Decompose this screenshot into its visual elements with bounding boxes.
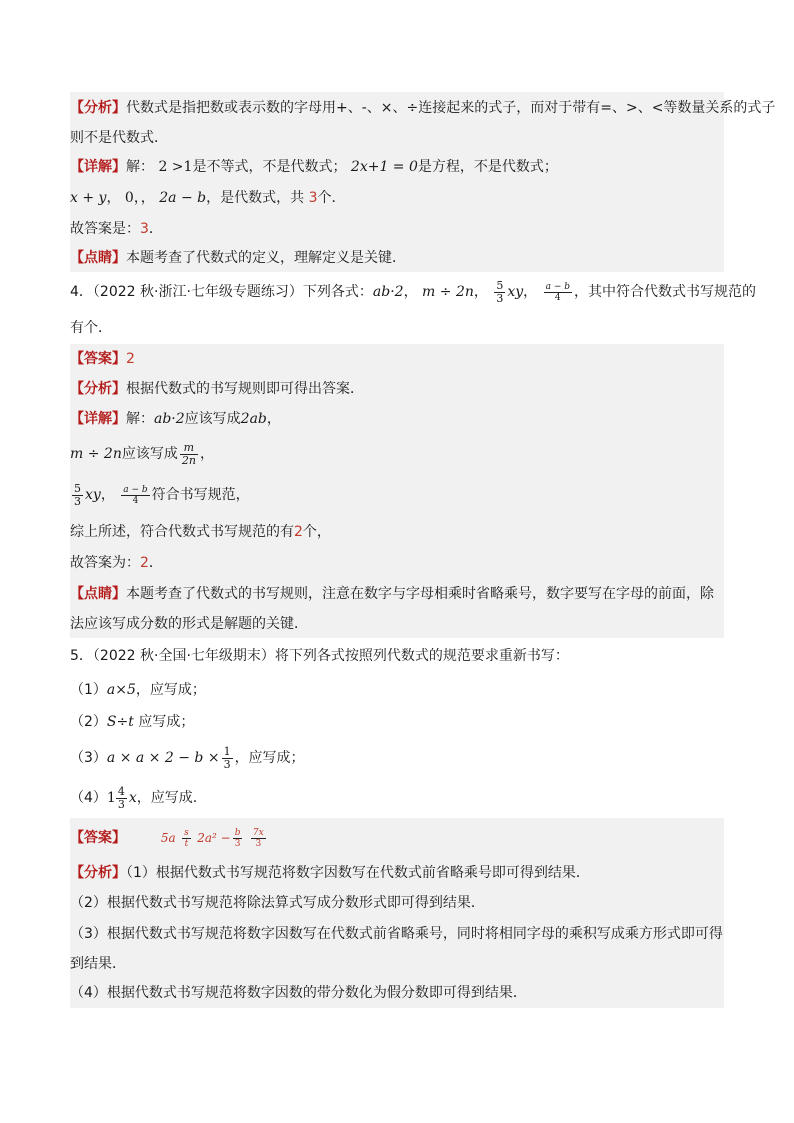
q5-analysis-line2 [70, 888, 724, 918]
point-text: 本题考查了代数式的书写规则，注意在数字与字母相乘时省略乘号，数字要写在字母的前面，除 [126, 586, 714, 602]
analysis-text: （3）根据代数式书写规范将数字因数写在代数式前省略乘号，同时将相同字母的乘积写成乘方形式即可得 [70, 926, 723, 942]
q3-answer-line [70, 214, 724, 244]
math-expression: xy [85, 487, 101, 503]
math-expression: a×5 [106, 682, 136, 698]
q5-item-4 [70, 778, 724, 818]
question-source: （2022 秋·浙江·七年级专题练习） [92, 284, 303, 300]
math-expression: S÷t [106, 714, 134, 730]
math-expression: a × a × 2 − b × [106, 750, 220, 766]
point-tag: 【点睛】 [70, 250, 126, 266]
fraction-denominator: 2n [181, 453, 196, 467]
q3-detail-line2 [70, 182, 724, 214]
fraction-denominator: 3 [496, 291, 504, 305]
question-text: ，其中符合代数式书写规范的 [573, 284, 756, 300]
punct: ， [266, 411, 281, 427]
question-text: 将下列各式按照列代数式的规范要求重新书写： [274, 648, 569, 664]
punct: ，， [133, 190, 155, 206]
point-tag: 【点睛】 [70, 586, 126, 602]
q4-final-answer-line [70, 548, 724, 578]
math-expression: 2x+1 = 0 [350, 159, 418, 175]
detail-tag: 【详解】 [70, 159, 126, 175]
answer-value: 2 [126, 351, 135, 367]
detail-text: 应该写成 [121, 446, 178, 462]
analysis-text: 则不是代数式． [70, 130, 168, 146]
q3-point-line [70, 244, 724, 272]
fraction [222, 746, 233, 771]
question-number: 4． [70, 284, 93, 300]
q4-answer-line [70, 344, 724, 374]
q5-stem [70, 638, 724, 818]
math-expression: m ÷ 2n [422, 284, 474, 300]
q5-analysis-line5 [70, 978, 724, 1008]
count-value: 2 [294, 524, 303, 540]
analysis-text: （2）根据代数式书写规范将除法算式写成分数形式即可得到结果． [70, 895, 485, 911]
punct: ． [148, 221, 163, 237]
count-value: 3 [308, 190, 318, 206]
math-expression: 0 [124, 190, 134, 206]
fraction [116, 786, 127, 811]
q5-stem-line [70, 638, 724, 674]
fraction-numerator: b [234, 827, 241, 838]
point-text: 本题考查了代数式的定义，理解定义是关键． [126, 250, 406, 266]
q5-answer-line [70, 818, 724, 858]
detail-text: 符合书写规范， [151, 487, 250, 503]
fraction-denominator: 3 [74, 494, 81, 508]
detail-text: ，是代数式，共 [206, 190, 305, 206]
fraction-numerator: a − b [123, 484, 148, 495]
fraction-denominator: 3 [223, 757, 231, 771]
q5-analysis-line1 [70, 858, 724, 888]
item-text: ，应写成； [234, 750, 305, 766]
math-expression: 2ab [240, 411, 267, 427]
answer-tag: 【答案】 [70, 351, 126, 367]
punct: ， [199, 446, 214, 462]
detail-text: 是不等式，不是代数式； [192, 159, 347, 175]
item-label: （1） [70, 682, 107, 698]
q3-detail-line [70, 152, 724, 182]
q4-point-line2 [70, 610, 724, 638]
item-text: ，应写成. [136, 790, 198, 806]
q5-item-2 [70, 706, 724, 738]
fraction-denominator: 3 [117, 797, 125, 811]
punct: ． [148, 555, 163, 571]
fraction-numerator: 4 [117, 784, 125, 798]
math-expression: ab·2 [154, 411, 185, 427]
fraction-numerator: 5 [496, 278, 504, 292]
item-text: 应写成； [133, 714, 195, 730]
math-expression: xy [507, 284, 524, 300]
math-expression: ab·2 [372, 284, 404, 300]
analysis-text: （4）根据代数式书写规范将数字因数的带分数化为假分数即可得到结果． [70, 985, 527, 1001]
point-text: 法应该写成分数的形式是解题的关键． [70, 616, 308, 632]
fraction-numerator: 7x [252, 827, 264, 838]
analysis-text: （1）根据代数式书写规范将数字因数写在代数式前省略乘号即可得到结果． [126, 865, 590, 881]
answer-tag: 【答案】 [70, 830, 126, 846]
detail-text: 是方程，不是代数式； [417, 159, 558, 175]
math-expression: m ÷ 2n [70, 446, 122, 462]
analysis-text: 根据代数式的书写规则即可得出答案． [126, 381, 364, 397]
math-expression: 2 >1 [158, 159, 193, 175]
question-text: 有个． [70, 320, 112, 336]
answer-expression: 2a² − [197, 831, 231, 845]
fraction [182, 828, 191, 849]
q3-analysis-line1 [70, 92, 776, 124]
math-expression: x [128, 790, 137, 806]
detail-text: 个． [317, 190, 346, 206]
answer-prefix: 故答案为： [70, 555, 140, 571]
item-label: （4） [70, 790, 107, 806]
detail-text: 综上所述，符合代数式书写规范的有 [70, 524, 294, 540]
question-source: （2022 秋·全国·七年级期末） [92, 648, 275, 664]
punct: ， [106, 190, 121, 206]
document-page [70, 92, 776, 1008]
analysis-text: 代数式是指把数或表示数的字母用+、-、×、÷连接起来的式子，而对于带有=、>、<等数量关系的式子 [126, 100, 776, 116]
math-expression: 2a − b [159, 190, 207, 206]
fraction-numerator: 5 [74, 481, 81, 495]
mixed-number-integer: 1 [106, 790, 116, 806]
detail-tag: 【详解】 [70, 411, 126, 427]
q5-item-3 [70, 738, 724, 778]
item-label: （3） [70, 750, 107, 766]
q5-solution-block [70, 818, 724, 1008]
q4-analysis-line [70, 374, 724, 404]
q4-stem-line1 [70, 272, 756, 312]
detail-text: 个， [302, 524, 331, 540]
fraction-denominator: 4 [554, 292, 561, 303]
fraction-numerator: 1 [223, 744, 231, 758]
q4-stem-line2 [70, 312, 724, 344]
analysis-text: 到结果． [70, 956, 126, 972]
punct: ， [100, 487, 115, 503]
item-text: ，应写成； [135, 682, 206, 698]
punct: ， [523, 284, 538, 300]
fraction-numerator: a − b [545, 281, 570, 292]
q5-item-1 [70, 674, 724, 706]
fraction-numerator: m [180, 442, 198, 455]
analysis-tag: 【分析】 [70, 100, 126, 116]
answer-prefix: 故答案是： [70, 221, 140, 237]
detail-text: 解： [126, 411, 154, 427]
item-label: （2） [70, 714, 107, 730]
fraction-denominator: 3 [255, 838, 262, 849]
q4-solution-block [70, 344, 724, 638]
fraction [233, 828, 243, 849]
fraction [121, 485, 149, 506]
question-text: 下列各式： [302, 284, 373, 300]
q4-detail-line2 [70, 434, 724, 474]
q5-analysis-line3 [70, 918, 724, 950]
fraction [180, 442, 198, 467]
punct: ， [473, 284, 488, 300]
q4-summary-line [70, 516, 724, 548]
question-number: 5． [70, 648, 93, 664]
answer-expression: 5a [160, 831, 176, 845]
answer-value: 3 [140, 221, 149, 237]
fraction [544, 282, 572, 303]
detail-text: 解： [126, 159, 154, 175]
fraction-denominator: t [184, 838, 189, 849]
math-expression: x + y [70, 190, 107, 206]
q3-solution-block [70, 92, 776, 272]
fraction [251, 828, 266, 849]
fraction [494, 280, 505, 305]
fraction-denominator: 4 [132, 495, 139, 506]
fraction-denominator: 3 [234, 838, 241, 849]
q4-stem [70, 272, 756, 344]
analysis-tag: 【分析】 [70, 381, 126, 397]
q4-point-line1 [70, 578, 724, 610]
q3-analysis-line2 [70, 124, 724, 152]
fraction-numerator: s [184, 827, 189, 838]
fraction [72, 483, 83, 508]
punct: ， [403, 284, 418, 300]
analysis-tag: 【分析】 [70, 865, 126, 881]
q5-analysis-line4 [70, 950, 724, 978]
detail-text: 应该写成 [184, 411, 241, 427]
answer-value: 2 [140, 555, 149, 571]
q4-detail-line1 [70, 404, 724, 434]
q4-detail-line3 [70, 474, 724, 516]
